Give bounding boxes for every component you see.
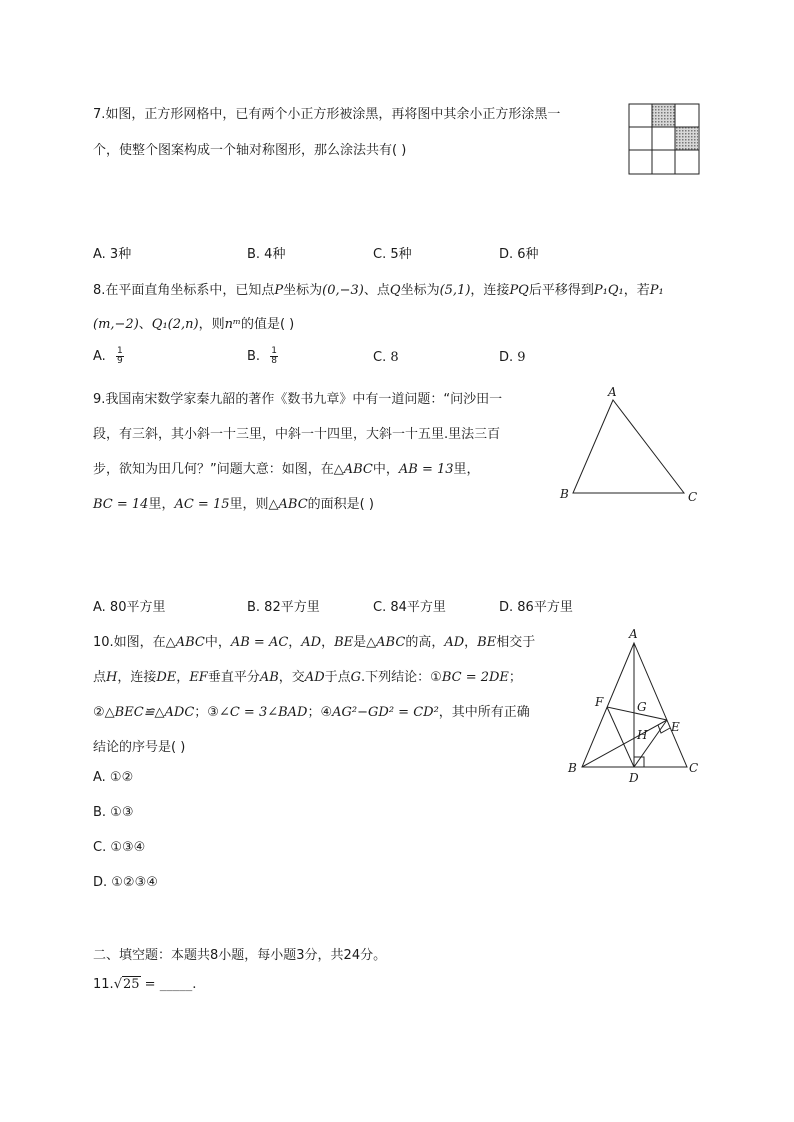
q10-option-d[interactable]: D. ①②③④ xyxy=(93,875,158,890)
label-c: C xyxy=(689,761,699,775)
grid-shaded-cell xyxy=(675,127,698,150)
q9-option-d[interactable]: D. 86平方里 xyxy=(499,600,573,615)
q7-option-a[interactable]: A. 3种 xyxy=(93,247,132,262)
label-c: C xyxy=(688,490,698,504)
q9-option-b[interactable]: B. 82平方里 xyxy=(247,600,320,615)
label-a: A xyxy=(608,385,617,399)
triangle-abc xyxy=(573,400,684,493)
label-a: A xyxy=(629,627,638,641)
q9-triangle-figure xyxy=(556,383,706,508)
q8-option-b[interactable]: B. $\frac{1}{8}$ xyxy=(247,346,277,366)
q10-line4: 结论的序号是( ) xyxy=(93,740,186,755)
q8-line2: (m,−2)、Q₁(2,n)，则nᵐ的值是( ) xyxy=(93,317,295,332)
q8-option-a[interactable]: A. $\frac{1}{9}$ xyxy=(93,346,123,366)
q7-option-c[interactable]: C. 5种 xyxy=(373,247,412,262)
label-b: B xyxy=(568,761,577,775)
fraction-denominator: 8 xyxy=(271,356,277,366)
q10-line3: ②△BEC≌△ADC；③∠C = 3∠BAD；④AG²−GD² = CD²，其中所有正确 xyxy=(93,705,530,720)
right-angle-e xyxy=(658,725,670,733)
label-d: D xyxy=(629,771,639,785)
label-f: F xyxy=(595,695,604,709)
q7-line1: 7.如图，正方形网格中，已有两个小正方形被涂黑，再将图中其余小正方形涂黑一 xyxy=(93,107,561,122)
sqrt-sign: √ xyxy=(113,977,122,992)
q8-option-c[interactable]: C. 8 xyxy=(373,350,399,365)
section-heading: 二、填空题：本题共8小题，每小题3分，共24分。 xyxy=(93,948,387,963)
q7-line2: 个，使整个图案构成一个轴对称图形，那么涂法共有( ) xyxy=(93,143,407,158)
q10-option-a[interactable]: A. ①② xyxy=(93,770,134,785)
label-e: E xyxy=(671,720,680,734)
q10-triangle-figure xyxy=(563,625,703,785)
altitude-be xyxy=(582,720,667,767)
q9-option-a[interactable]: A. 80平方里 xyxy=(93,600,166,615)
label-g: G xyxy=(637,700,647,714)
segment-fd xyxy=(607,707,634,767)
q9-line3: 步，欲知为田几何？”问题大意：如图，在△ABC中，AB = 13里， xyxy=(93,462,480,477)
q7-grid-figure xyxy=(628,103,702,177)
fraction-numerator: 1 xyxy=(116,346,123,356)
q10-option-c[interactable]: C. ①③④ xyxy=(93,840,146,855)
q9-line4: BC = 14里，AC = 15里，则△ABC的面积是( ) xyxy=(93,497,374,512)
fraction-denominator: 9 xyxy=(116,356,123,366)
q8-option-d[interactable]: D. 9 xyxy=(499,350,526,365)
q8-line1: 8.在平面直角坐标系中，已知点P坐标为(0,−3)、点Q坐标为(5,1)，连接PQ后平移得到P₁Q₁，若P₁ xyxy=(93,283,664,298)
q10-line1: 10.如图，在△ABC中，AB = AC，AD，BE是△ABC的高，AD，BE相交于 xyxy=(93,635,536,650)
q10-option-b[interactable]: B. ①③ xyxy=(93,805,134,820)
label-b: B xyxy=(560,487,569,501)
fraction-numerator: 1 xyxy=(271,346,277,356)
q7-option-d[interactable]: D. 6种 xyxy=(499,247,539,262)
q7-option-b[interactable]: B. 4种 xyxy=(247,247,286,262)
q9-line2: 段，有三斜，其小斜一十三里，中斜一十四里，大斜一十五里.里法三百 xyxy=(93,427,501,442)
q10-line2: 点H，连接DE，EF垂直平分AB，交AD于点G.下列结论：①BC = 2DE； xyxy=(93,670,522,685)
q9-line1: 9.我国南宋数学家秦九韶的著作《数书九章》中有一道问题：“问沙田一 xyxy=(93,392,503,407)
label-h: H xyxy=(637,728,648,742)
q11-line: 11.√25 = _____. xyxy=(93,977,197,992)
q9-option-c[interactable]: C. 84平方里 xyxy=(373,600,446,615)
grid-shaded-cell xyxy=(652,104,675,127)
